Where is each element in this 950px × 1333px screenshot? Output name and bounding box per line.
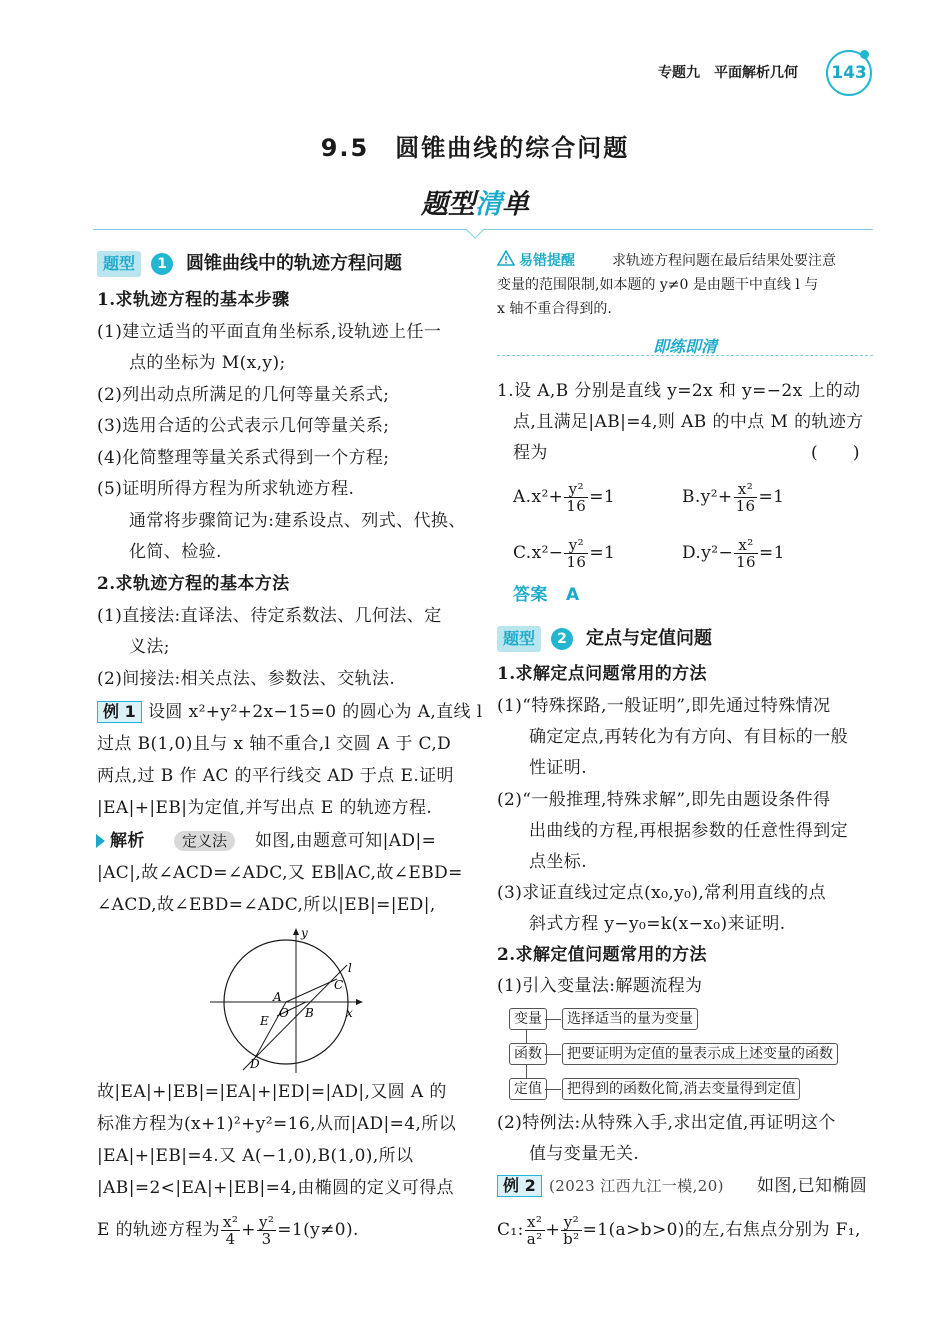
option-post: =1: [758, 543, 785, 563]
warning-line: x 轴不重合得到的.: [497, 301, 612, 317]
banner-part3: 单: [502, 189, 529, 220]
numerator: y²: [564, 481, 588, 498]
answer-label: 答案: [513, 585, 548, 605]
figure-label: O: [279, 1006, 289, 1020]
banner-part2: 清: [475, 189, 502, 220]
page-number-dot: [860, 50, 869, 59]
left-line: 通常将步骤简记为:建系设点、列式、代换、: [129, 511, 466, 531]
divider-notch: [465, 219, 485, 239]
numerator: x²: [734, 537, 758, 554]
example1-line: |EA|+|EB|为定值,并写出点 E 的轨迹方程.: [97, 798, 433, 818]
example2-equation: [497, 1210, 861, 1250]
denominator: 16: [566, 497, 587, 515]
flow-arrow: [545, 1089, 561, 1090]
numerator: y²: [258, 1213, 275, 1231]
analysis-line: ∠ACD,故∠EBD=∠ADC,所以|EB|=|ED|,: [97, 895, 436, 915]
q1-line: 程为: [513, 443, 548, 463]
after-line: |AB|=2<|EA|+|EB|=4,由椭圆的定义可得点: [97, 1178, 454, 1198]
example2-tag: 例 2: [497, 1175, 542, 1197]
type1-title: 圆锥曲线中的轨迹方程问题: [186, 253, 402, 274]
numerator: x²: [223, 1213, 239, 1231]
denominator: 16: [735, 497, 756, 515]
fraction: [525, 1214, 545, 1247]
option-a[interactable]: [513, 477, 615, 517]
right-line: 斜式方程 y−y₀=k(x−x₀)来证明.: [529, 914, 786, 934]
right-line: (2)“一般推理,特殊求解”,即先由题设条件得: [497, 790, 831, 810]
left-heading-2: 2.求轨迹方程的基本方法: [97, 574, 290, 594]
analysis-method: 定义法: [174, 831, 235, 851]
type2-number: 2: [551, 628, 573, 650]
left-line: (4)化简整理等量关系式得到一个方程;: [97, 448, 390, 468]
flow-desc: 选择适当的量为变量: [562, 1008, 698, 1030]
line-l: [243, 965, 347, 1070]
option-post: =1: [589, 487, 616, 507]
final-pre: E 的轨迹方程为: [97, 1220, 221, 1240]
after-line: 故|EA|+|EB|=|EA|+|ED|=|AD|,又圆 A 的: [97, 1082, 447, 1102]
example1-line: 设圆 x²+y²+2x−15=0 的圆心为 A,直线 l: [148, 702, 483, 722]
right-line: 性证明.: [529, 758, 588, 778]
numerator: y²: [561, 1214, 581, 1231]
q1-line: 1.设 A,B 分别是直线 y=2x 和 y=−2x 上的动: [497, 381, 861, 401]
left-line: (1)直接法:直译法、待定系数法、几何法、定: [97, 606, 442, 626]
option-c[interactable]: [513, 533, 615, 573]
left-heading-1: 1.求轨迹方程的基本步骤: [97, 290, 290, 310]
analysis-label: 解析: [110, 831, 145, 851]
right-line: (3)求证直线过定点(x₀,y₀),常利用直线的点: [497, 883, 826, 903]
flow-desc: 把得到的函数化简,消去变量得到定值: [562, 1078, 800, 1100]
type1-tag: 题型: [97, 251, 141, 277]
fraction: [221, 1214, 240, 1247]
left-line: (2)间接法:相关点法、参数法、交轨法.: [97, 669, 396, 689]
fraction: [257, 1214, 276, 1247]
left-line: (1)建立适当的平面直角坐标系,设轨迹上任一: [97, 322, 442, 342]
flow-connector: [526, 1065, 527, 1078]
figure-label: C: [334, 978, 344, 992]
flow-arrow: [545, 1019, 561, 1020]
numerator: x²: [734, 481, 758, 498]
fraction: [564, 481, 588, 514]
denominator: 16: [736, 553, 756, 571]
q1-line: 点,且满足|AB|=4,则 AB 的中点 M 的轨迹方: [513, 412, 864, 432]
option-post: =1: [758, 487, 785, 507]
flow-step-function: 函数: [509, 1043, 547, 1065]
example1-figure: [205, 925, 375, 1075]
flow-desc: 把要证明为定值的量表示成上述变量的函数: [562, 1043, 838, 1065]
section-title: 9.5 圆锥曲线的综合问题: [320, 134, 630, 162]
right-line: (1)引入变量法:解题流程为: [497, 976, 703, 996]
example2-line: 如图,已知椭圆: [757, 1176, 868, 1196]
denominator: b²: [563, 1230, 580, 1248]
figure-label: A: [273, 990, 282, 1004]
fraction: [564, 537, 588, 570]
segment-ac: [286, 979, 337, 1002]
denominator: 4: [225, 1230, 236, 1248]
right-line: (1)“特殊探路,一般证明”,即先通过特殊情况: [497, 696, 831, 716]
eq-pre: C₁:: [497, 1220, 524, 1240]
x-axis-arrow: [356, 999, 363, 1005]
final-post: =1(y≠0).: [277, 1220, 359, 1240]
header-topic: 专题九 平面解析几何: [658, 65, 798, 81]
warning-line: 求轨迹方程问题在最后结果处要注意: [612, 253, 836, 269]
plus-sign: +: [545, 1220, 561, 1240]
example2-source: (2023 江西九江一模,20): [549, 1177, 724, 1195]
after-line: 标准方程为(x+1)²+y²=16,从而|AD|=4,所以: [97, 1114, 457, 1134]
denominator: a²: [526, 1230, 543, 1248]
analysis-line: |AC|,故∠ACD=∠ADC,又 EB∥AC,故∠EBD=: [97, 863, 463, 883]
banner-title: [0, 182, 950, 221]
option-b[interactable]: [682, 477, 784, 517]
type1-number: 1: [151, 253, 173, 275]
figure-label: l: [348, 961, 352, 975]
figure-label: x: [346, 1006, 353, 1020]
answer-value: A: [566, 585, 580, 605]
warning-icon: [497, 250, 515, 266]
left-line: (2)列出动点所满足的几何等量关系式;: [97, 385, 390, 405]
flow-connector: [526, 1030, 527, 1043]
drill-divider: [497, 355, 873, 357]
warning-line: 变量的范围限制,如本题的 y≠0 是由题干中直线 l 与: [497, 277, 819, 293]
drill-title: 即练即清: [652, 337, 717, 356]
left-line: 点的坐标为 M(x,y);: [129, 353, 286, 373]
option-pre: B.y²+: [682, 487, 733, 507]
right-line: 确定定点,再转化为有方向、有目标的一般: [529, 727, 849, 747]
fraction: [561, 1214, 581, 1247]
example1-line: 两点,过 B 作 AC 的平行线交 AD 于点 E.证明: [97, 766, 454, 786]
numerator: x²: [525, 1214, 545, 1231]
flow-step-variable: 变量: [509, 1008, 547, 1030]
right-heading-1: 1.求解定点问题常用的方法: [497, 664, 707, 684]
left-line: 义法;: [129, 637, 170, 657]
warning-label: 易错提醒: [519, 253, 575, 269]
numerator: y²: [564, 537, 588, 554]
left-line: 化简、检验.: [129, 542, 222, 562]
right-line: 出曲线的方程,再根据参数的任意性得到定: [529, 821, 849, 841]
analysis-line: 如图,由题意可知|AD|=: [255, 831, 437, 851]
right-line: 值与变量无关.: [529, 1144, 640, 1164]
fraction: [734, 481, 758, 514]
left-line: (5)证明所得方程为所求轨迹方程.: [97, 479, 355, 499]
banner-part1: 题型: [421, 189, 475, 220]
figure-label: D: [250, 1057, 260, 1071]
eq-post: =1(a>b>0)的左,右焦点分别为 F₁,: [582, 1220, 861, 1240]
figure-label: E: [260, 1014, 269, 1028]
figure-label: y: [301, 926, 308, 940]
right-line: (2)特例法:从特殊入手,求出定值,再证明这个: [497, 1113, 836, 1133]
denominator: 3: [261, 1230, 272, 1248]
final-equation: [97, 1210, 359, 1250]
left-line: (3)选用合适的公式表示几何等量关系;: [97, 416, 390, 436]
flow-step-value: 定值: [509, 1078, 547, 1100]
page-number: 143: [826, 50, 872, 96]
example1-line: 过点 B(1,0)且与 x 轴不重合,l 交圆 A 于 C,D: [97, 734, 452, 754]
after-line: |EA|+|EB|=4.又 A(−1,0),B(1,0),所以: [97, 1146, 414, 1166]
right-line: 点坐标.: [529, 852, 588, 872]
option-d[interactable]: [682, 533, 785, 573]
q1-paren: ( ): [811, 443, 860, 463]
figure-label: B: [305, 1006, 314, 1020]
right-heading-2: 2.求解定值问题常用的方法: [497, 945, 707, 965]
y-axis-arrow: [293, 928, 299, 935]
option-pre: D.y²−: [682, 543, 734, 563]
fraction: [734, 537, 758, 570]
plus-sign: +: [241, 1220, 256, 1240]
type2-title: 定点与定值问题: [586, 628, 712, 649]
analysis-arrow-icon: [96, 834, 105, 848]
option-post: =1: [589, 543, 616, 563]
example1-tag: 例 1: [97, 701, 142, 723]
type2-tag: 题型: [497, 626, 541, 652]
option-pre: A.x²+: [513, 487, 564, 507]
flow-arrow: [545, 1054, 561, 1055]
denominator: 16: [566, 553, 587, 571]
option-pre: C.x²−: [513, 543, 564, 563]
